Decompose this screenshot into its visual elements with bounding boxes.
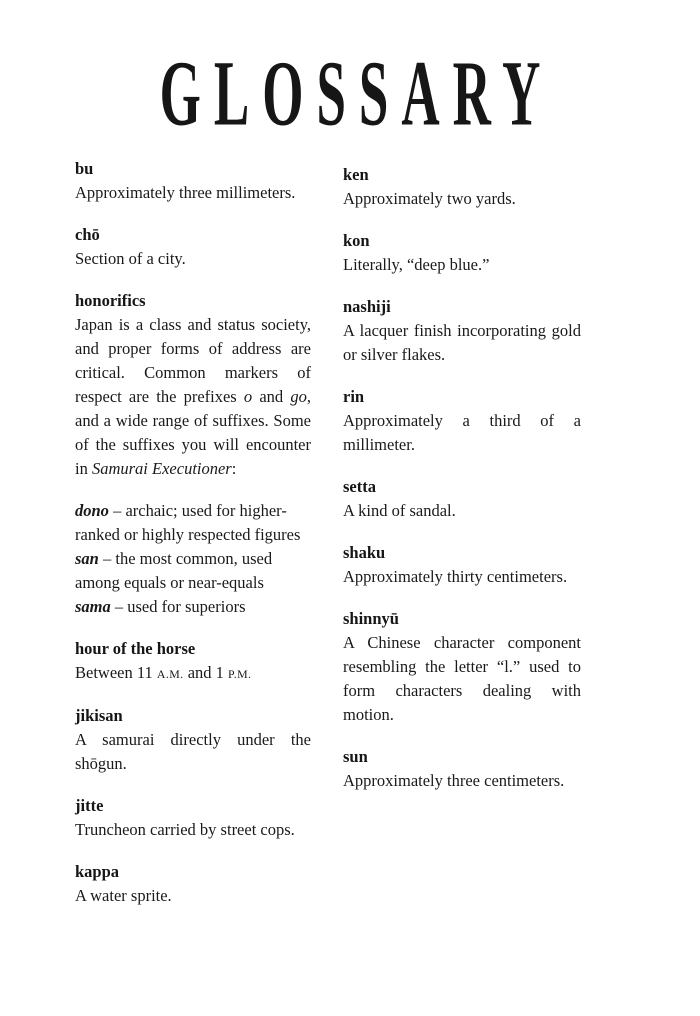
glossary-definition — [343, 187, 581, 211]
segment-italic: go — [290, 387, 307, 406]
segment-text: A kind of sandal. — [343, 501, 456, 520]
segment-text: – the most common, used among equals or near-equals — [75, 549, 273, 592]
segment-text: A water sprite. — [75, 886, 172, 905]
glossary-entry — [75, 289, 311, 619]
segment-text: , and a wide range of suffixes. Some of the suffixes you will encounter in — [75, 387, 311, 478]
segment-text: – archaic; used for higher-ranked or highly respected figures — [75, 501, 301, 544]
glossary-columns — [75, 157, 581, 926]
glossary-term: shaku — [343, 543, 386, 562]
page-title: GLOSSARY — [159, 43, 554, 146]
glossary-definition — [343, 499, 581, 523]
segment-text: Approximately three centimeters. — [343, 771, 565, 790]
glossary-entry — [75, 637, 311, 686]
segment-text: A Chinese character component resembling the letter “l.” used to form characters dealing with motion. — [343, 633, 581, 724]
glossary-term: rin — [343, 387, 365, 406]
segment-smallcaps: P.M. — [228, 667, 252, 681]
segment-italic: Samurai Executioner — [91, 459, 232, 478]
glossary-column-left — [75, 157, 311, 926]
glossary-term: jikisan — [75, 706, 123, 725]
segment-text: and — [252, 387, 291, 406]
glossary-entry — [75, 794, 311, 842]
glossary-term: honorifics — [75, 291, 146, 310]
glossary-definition — [75, 181, 311, 205]
glossary-definition — [75, 499, 311, 547]
segment-text: A samurai directly under the shōgun. — [75, 730, 311, 773]
glossary-entry — [343, 475, 581, 523]
glossary-entry — [343, 541, 581, 589]
segment-text: Between 11 — [75, 663, 157, 682]
segment-bold-italic: san — [75, 549, 99, 568]
segment-text: and 1 — [183, 663, 229, 682]
glossary-definition — [343, 319, 581, 367]
glossary-entry — [75, 704, 311, 776]
glossary-definition — [75, 547, 311, 595]
glossary-term: kappa — [75, 862, 120, 881]
glossary-term: setta — [343, 477, 376, 496]
glossary-term: nashiji — [343, 297, 391, 316]
glossary-entry — [75, 157, 311, 205]
segment-text: Japan is a class and status society, and proper forms of address are critical. Common markers of respect are the prefixes — [75, 315, 311, 406]
glossary-term: ken — [343, 165, 369, 184]
segment-bold-italic: sama — [75, 597, 111, 616]
glossary-definition — [75, 884, 311, 908]
glossary-entry — [343, 163, 581, 211]
glossary-term: bu — [75, 159, 94, 178]
glossary-term: kon — [343, 231, 370, 250]
glossary-column-right — [343, 157, 581, 926]
segment-text: Literally, “deep blue.” — [343, 255, 490, 274]
segment-text: A lacquer finish incorporating gold or silver flakes. — [343, 321, 581, 364]
glossary-definition — [75, 661, 311, 686]
glossary-definition — [343, 565, 581, 589]
glossary-definition — [75, 595, 311, 619]
glossary-term: chō — [75, 225, 100, 244]
glossary-entry — [343, 229, 581, 277]
glossary-term: sun — [343, 747, 368, 766]
glossary-entry — [343, 385, 581, 457]
segment-text: : — [231, 459, 237, 478]
glossary-definition — [75, 728, 311, 776]
glossary-definition — [343, 253, 581, 277]
glossary-definition — [343, 631, 581, 727]
glossary-definition — [343, 409, 581, 457]
glossary-entry — [343, 295, 581, 367]
glossary-definition — [75, 818, 311, 842]
glossary-term: jitte — [75, 796, 104, 815]
glossary-definition — [75, 313, 311, 481]
segment-text: – used for superiors — [110, 597, 246, 616]
segment-text: Approximately thirty centimeters. — [343, 567, 568, 586]
segment-text: Approximately a third of a millimeter. — [343, 411, 581, 454]
segment-text: Truncheon carried by street cops. — [75, 820, 295, 839]
segment-text: Approximately three millimeters. — [75, 183, 296, 202]
glossary-entry — [75, 223, 311, 271]
glossary-term: shinnyū — [343, 609, 399, 628]
segment-bold-italic: dono — [75, 501, 109, 520]
glossary-entry — [343, 745, 581, 793]
glossary-definition — [75, 247, 311, 271]
glossary-definition — [343, 769, 581, 793]
glossary-term: hour of the horse — [75, 639, 196, 658]
glossary-entry — [343, 607, 581, 727]
glossary-entry — [75, 860, 311, 908]
segment-text: Approximately two yards. — [343, 189, 516, 208]
segment-italic: o — [243, 387, 253, 406]
segment-smallcaps: A.M. — [156, 667, 184, 681]
segment-text: Section of a city. — [75, 249, 186, 268]
